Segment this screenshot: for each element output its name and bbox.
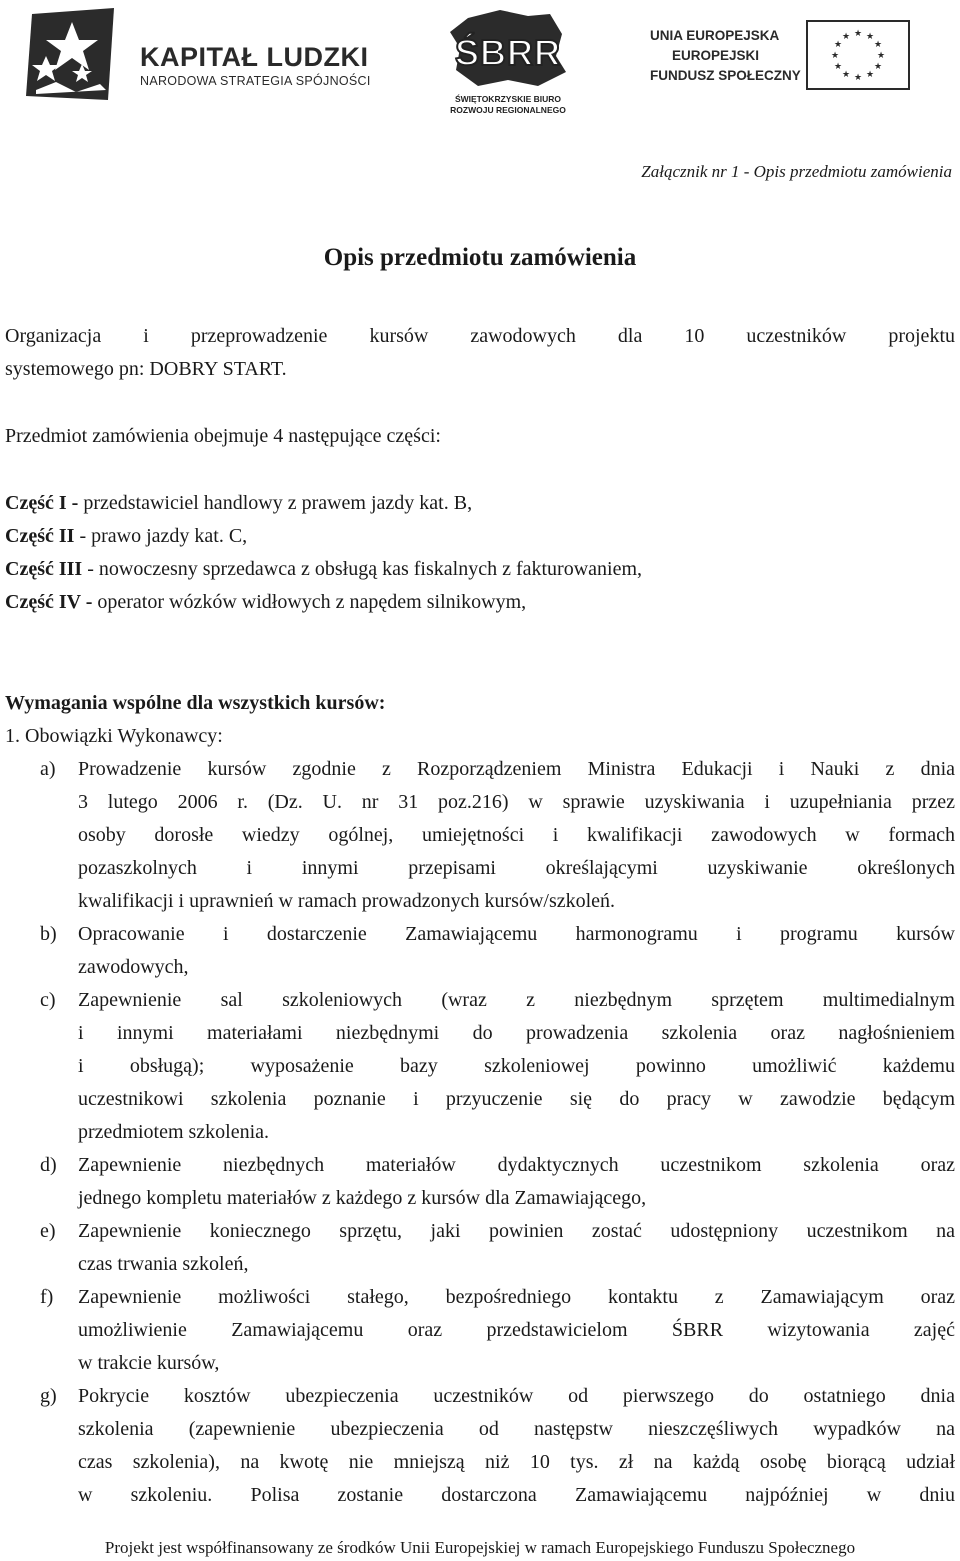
svg-text:★: ★ <box>841 70 851 80</box>
part-text: - prawo jazdy kat. C, <box>74 525 248 547</box>
kapital-ludzki-name: KAPITAŁ LUDZKI <box>140 42 369 72</box>
svg-text:★: ★ <box>873 40 883 50</box>
duty-line: osoby dorosłe wiedzy ogólnej, umiejętności i kwalifikacji zawodowych w formach <box>78 824 955 846</box>
page-header <box>0 0 960 128</box>
duty-line: zawodowych, <box>78 956 189 978</box>
svg-text:★: ★ <box>865 70 875 80</box>
eu-flag-icon <box>806 20 910 90</box>
duty-line: szkolenia (zapewnienie ubezpieczenia od następstw nieszczęśliwych wypadków na <box>78 1418 955 1440</box>
svg-text:★: ★ <box>833 62 843 72</box>
part-item <box>5 487 955 520</box>
svg-text:★: ★ <box>853 29 863 39</box>
svg-text:★: ★ <box>853 73 863 83</box>
svg-text:★: ★ <box>865 32 875 42</box>
duty-line: kwalifikacji i uprawnień w ramach prowadzonych kursów/szkoleń. <box>78 890 616 912</box>
duty-line: Zapewnienie możliwości stałego, bezpośredniego kontaktu z Zamawiającym oraz <box>78 1286 955 1308</box>
svg-text:★: ★ <box>876 51 886 61</box>
duty-item-g <box>5 1380 955 1512</box>
duty-label: e) <box>40 1220 56 1242</box>
sbrr-subtitle <box>438 94 578 116</box>
annex-label: Załącznik nr 1 - Opis przedmiotu zamówienia <box>641 162 952 181</box>
duties-list <box>5 753 955 1512</box>
duties-heading: 1. Obowiązki Wykonawcy: <box>5 725 223 747</box>
part-text: - nowoczesny sprzedawca z obsługą kas fiskalnych z fakturowaniem, <box>82 558 643 580</box>
intro-line-2: systemowego pn: DOBRY START. <box>5 358 287 380</box>
duty-line: w trakcie kursów, <box>78 1352 220 1374</box>
duty-line: i obsługą); wyposażenie bazy szkoleniowej powinno umożliwić każdemu <box>78 1055 955 1077</box>
duty-line: Zapewnienie koniecznego sprzętu, jaki powinien zostać udostępniony uczestnikom na <box>78 1220 955 1242</box>
part-item <box>5 586 955 619</box>
duty-line: umożliwienie Zamawiającemu oraz przedstawicielom ŚBRR wizytowania zajęć <box>78 1319 955 1341</box>
sbrr-logo <box>438 8 578 122</box>
eu-text-line3: FUNDUSZ SPOŁECZNY <box>650 68 801 83</box>
duty-line: uczestnikowi szkolenia poznanie i przyuczenie się do pracy w zawodzie będącym <box>78 1088 955 1110</box>
duty-label: d) <box>40 1154 57 1176</box>
part-item <box>5 553 955 586</box>
requirements-heading: Wymagania wspólne dla wszystkich kursów: <box>5 692 386 714</box>
duty-item-b <box>5 918 955 984</box>
duty-item-a <box>5 753 955 918</box>
part-text: operator wózków widłowych z napędem silnikowym, <box>92 591 527 613</box>
duty-item-d <box>5 1149 955 1215</box>
kapital-ludzki-emblem-icon <box>22 8 122 104</box>
svg-text:★: ★ <box>833 40 843 50</box>
duty-line: pozaszkolnych i innymi przepisami określającymi uzyskiwanie określonych <box>78 857 955 879</box>
svg-text:★: ★ <box>873 62 883 72</box>
duty-line: Prowadzenie kursów zgodnie z Rozporządzeniem Ministra Edukacji i Nauki z dnia <box>78 758 955 780</box>
sbrr-name: ŚBRR <box>454 32 561 73</box>
part-label: Część II <box>5 525 75 547</box>
duty-line: czas szkolenia), na kwotę nie mniejszą niż 10 tys. zł na każdą osobę biorącą udział <box>78 1451 955 1473</box>
part-text: przedstawiciel handlowy z prawem jazdy kat. B, <box>78 492 473 514</box>
part-label: Część IV - <box>5 591 93 613</box>
duty-line: Opracowanie i dostarczenie Zamawiającemu harmonogramu i programu kursów <box>78 923 955 945</box>
kapital-ludzki-subtitle: NARODOWA STRATEGIA SPÓJNOŚCI <box>140 74 371 88</box>
duty-line: i innymi materiałami niezbędnymi do prowadzenia szkolenia oraz nagłośnieniem <box>78 1022 955 1044</box>
svg-text:★: ★ <box>830 51 840 61</box>
eu-text <box>650 26 801 86</box>
part-label: Część I - <box>5 492 79 514</box>
duty-line: jednego kompletu materiałów z każdego z kursów dla Zamawiającego, <box>78 1187 647 1209</box>
intro-line-1: Organizacja i przeprowadzenie kursów zawodowych dla 10 uczestników projektu <box>5 325 955 347</box>
eu-text-line2: EUROPEJSKI <box>672 48 760 63</box>
svg-text:★: ★ <box>841 32 851 42</box>
sbrr-subtitle-line1: ŚWIĘTOKRZYSKIE BIURO <box>454 94 562 104</box>
scope-text: Przedmiot zamówienia obejmuje 4 następujące części: <box>5 425 441 447</box>
duty-line: Pokrycie kosztów ubezpieczenia uczestników od pierwszego do ostatniego dnia <box>78 1385 955 1407</box>
parts-list <box>5 487 955 619</box>
eu-text-line1: UNIA EUROPEJSKA <box>650 28 780 43</box>
part-label: Część III <box>5 558 83 580</box>
duty-line: czas trwania szkoleń, <box>78 1253 249 1275</box>
part-item <box>5 520 955 553</box>
duty-line: Zapewnienie sal szkoleniowych (wraz z niezbędnym sprzętem multimedialnym <box>78 989 955 1011</box>
duty-line: 3 lutego 2006 r. (Dz. U. nr 31 poz.216) w sprawie uzyskiwania i uzupełniania przez <box>78 791 955 813</box>
duty-item-e <box>5 1215 955 1281</box>
duty-label: c) <box>40 989 56 1011</box>
duty-label: g) <box>40 1385 57 1407</box>
duty-label: b) <box>40 923 57 945</box>
duty-label: f) <box>40 1286 54 1308</box>
duty-line: w szkoleniu. Polisa zostanie dostarczona Zamawiającemu najpóźniej w dniu <box>78 1484 955 1506</box>
sbrr-subtitle-line2: ROZWOJU REGIONALNEGO <box>450 105 566 115</box>
duty-line: przedmiotem szkolenia. <box>78 1121 270 1143</box>
page-title: Opis przedmiotu zamówienia <box>323 244 637 271</box>
kapital-ludzki-logo <box>22 8 372 108</box>
eu-logo <box>650 20 920 100</box>
duty-line: Zapewnienie niezbędnych materiałów dydaktycznych uczestnikom szkolenia oraz <box>78 1154 955 1176</box>
duty-item-f <box>5 1281 955 1380</box>
page-footer: Projekt jest współfinansowany ze środków Unii Europejskiej w ramach Europejskiego Funduszu Społecznego <box>104 1538 856 1557</box>
duty-item-c <box>5 984 955 1149</box>
duty-label: a) <box>40 758 56 780</box>
